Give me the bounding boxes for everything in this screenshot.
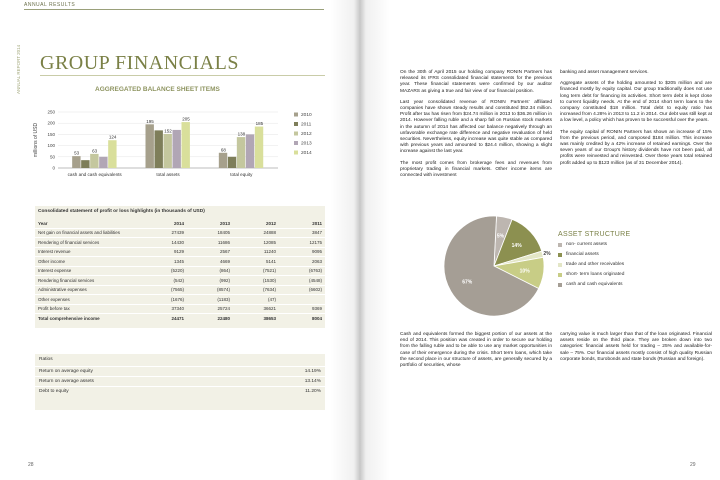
cell: 11686 — [187, 238, 233, 248]
cell: (7565) — [141, 285, 187, 295]
cell: 22480 — [217, 315, 230, 321]
row-label: Profit before tax — [35, 304, 141, 314]
table-row — [35, 266, 325, 276]
bar-2012-1 — [164, 134, 172, 168]
cell: (8574) — [187, 285, 233, 295]
row-label: Interest revenue — [35, 247, 141, 257]
table-row — [35, 276, 325, 286]
cell: (7634) — [233, 285, 279, 295]
pl-col-2012: 2012 — [233, 219, 279, 228]
x-category-label: cash and cash equivalents — [67, 172, 122, 177]
legend-label: 2014 — [301, 151, 312, 156]
legend-item — [558, 262, 630, 272]
cell: 36621 — [233, 304, 279, 314]
table-row — [35, 247, 325, 257]
pie-slice-label: 5% — [496, 233, 505, 240]
cell: (542) — [141, 276, 187, 286]
ratio-value: 11.20% — [244, 387, 325, 397]
x-category-label: total equity — [230, 172, 253, 177]
legend-label: 2011 — [301, 122, 312, 128]
table-row — [35, 304, 325, 314]
table-row — [35, 295, 325, 305]
book-gutter-shadow — [330, 0, 390, 480]
legend-item — [558, 272, 630, 282]
chart-title: AGGREGATED BALANCE SHEET ITEMS — [95, 86, 220, 93]
cell: (1676) — [141, 295, 187, 305]
pie-legend — [558, 231, 630, 292]
paragraph: The most profit comes from brokerage fees and revenues from proprietary trading in financial markets. Other income items are connected with investment — [400, 160, 552, 179]
cell: 27439 — [141, 228, 187, 238]
header-rule — [24, 9, 324, 10]
bar-2011-1 — [155, 130, 163, 168]
x-category-label: total assets — [156, 172, 180, 177]
bar-value-label: 124 — [108, 134, 117, 140]
legend-swatch — [558, 263, 562, 267]
cell: 25724 — [187, 304, 233, 314]
paragraph: The equity capital of RONIN Partners has shown an increase of 15% from the previous period, and composed $184 million. This increase was mainly credited by a 42% increase of retained earnings. Over the seven years of our Group's history dividends have not been paid, all profits were reinvested and reinvested. Over these years total retained profit added up to $123 million (as of 31 December 2014). — [560, 129, 712, 166]
y-tick-label: 200 — [47, 120, 55, 126]
cell: 9095 — [279, 247, 325, 257]
cell: 2063 — [279, 257, 325, 267]
ratio-label: Return on average assets — [35, 377, 244, 387]
cell: 1345 — [141, 257, 187, 267]
table-row — [35, 377, 325, 387]
legend-label: cash and cash equivalents — [566, 282, 623, 287]
bar-2014-0 — [108, 140, 116, 168]
cell: 14430 — [141, 238, 187, 248]
legend-item — [558, 242, 630, 252]
legend-swatch — [294, 122, 298, 126]
page-title: GROUP FINANCIALS — [40, 52, 239, 74]
row-label: Administrative expenses — [35, 285, 141, 295]
bar-value-label: 53 — [74, 150, 80, 156]
asset-structure-pie — [440, 212, 552, 320]
pl-header-row — [35, 219, 325, 228]
cell: (6763) — [279, 266, 325, 276]
page-number-right: 29 — [690, 462, 696, 468]
bar-2011-0 — [81, 160, 89, 168]
legend-item — [558, 252, 630, 262]
bar-2014-2 — [255, 127, 263, 168]
pie-title: ASSET STRUCTURE — [558, 231, 631, 238]
ratios-table — [35, 354, 325, 410]
pl-col-2011: 2011 — [279, 219, 325, 228]
legend-item — [558, 282, 630, 292]
cell: 3847 — [279, 228, 325, 238]
y-tick-label: 150 — [47, 131, 55, 137]
bar-value-label: 195 — [146, 118, 154, 124]
bar-2013-2 — [246, 134, 254, 168]
text-column-1 — [400, 70, 552, 184]
ratios-title: Ratios — [39, 357, 53, 362]
cell: 12175 — [279, 238, 325, 248]
cell: (47) — [233, 295, 279, 305]
bar-2014-1 — [182, 122, 190, 168]
row-label: Interest expense — [35, 266, 141, 276]
cell: 4669 — [187, 257, 233, 267]
page-number-left: 28 — [28, 462, 34, 468]
cell: 37340 — [141, 304, 187, 314]
pl-col-2014: 2014 — [141, 219, 187, 228]
balance-sheet-chart — [30, 104, 330, 186]
cell: 38653 — [263, 315, 276, 321]
table-row — [35, 228, 325, 238]
table-row — [35, 367, 325, 377]
ratio-label: Debt to equity — [35, 387, 244, 397]
bar-value-label: 185 — [255, 121, 264, 127]
y-tick-label: 50 — [49, 154, 55, 160]
cell: (4548) — [279, 276, 325, 286]
ratio-label: Return on average equity — [35, 367, 244, 377]
side-label: ANNUAL REPORT 2014 — [16, 44, 21, 94]
cell: 9129 — [141, 247, 187, 257]
row-label: Other income — [35, 257, 141, 267]
section-header: ANNUAL RESULTS — [24, 2, 76, 8]
legend-swatch — [294, 151, 298, 155]
bar-value-label: 63 — [92, 148, 98, 154]
cell: (6602) — [279, 285, 325, 295]
text-column-4 — [560, 332, 712, 368]
legend-swatch — [558, 253, 562, 257]
table-row — [35, 257, 325, 267]
legend-swatch — [558, 273, 562, 277]
bar-value-label: 68 — [220, 147, 226, 153]
legend-swatch — [558, 243, 562, 247]
legend-label: 2012 — [301, 132, 312, 137]
cell: 11240 — [233, 247, 279, 257]
bar-2010-2 — [219, 153, 227, 168]
cell: 2567 — [187, 247, 233, 257]
cell: 9369 — [279, 304, 325, 314]
legend-swatch — [294, 132, 298, 136]
paragraph: Aggregate assets of the holding amounted to $205 million and are financed mostly by equity capital. Our group traditionally does not use long term debt for financing its activities. Short term debt is kept close to current liquidity needs. At the end of 2014 short term loans to the company constituted $18 million. Total debt to equity ratio has increased from 4.28% in 2013 to 11.2 in 2014. Our debt was still kept at a low level, a policy which has proven to be successful over the years. — [560, 81, 712, 124]
bar-2010-0 — [72, 156, 80, 168]
cell: (1183) — [187, 295, 233, 305]
y-tick-label: 0 — [52, 165, 55, 171]
table-row — [35, 238, 325, 248]
paragraph: Last year consolidated revenue of RONIN Partners' affiliated companies have shown steady results and constituted $52.34 million. Profit after tax has risen from $24.74 million in 2013 to $36.26 million in 2014. However falling ruble and a sharp fall on Russian stock markets in the autumn of 2014 has affected our balance negatively through an unfavorable exchange rate difference and negative revaluation of held securities. Nevertheless, equity increase was quite stable as compared with previous years and amounted to $24.4 million, showing a slight increase against the last year. — [400, 99, 552, 155]
legend-label: 2010 — [301, 113, 312, 118]
bar-2013-0 — [99, 157, 107, 168]
row-label: Rendering of financial services — [35, 238, 141, 248]
pie-slice-label: 14% — [511, 242, 522, 249]
cell: 8004 — [311, 315, 322, 321]
bar-value-label: 205 — [182, 116, 190, 122]
pl-col-year: Year — [35, 219, 141, 228]
cell — [279, 295, 325, 305]
pie-slice-label: 67% — [462, 279, 473, 286]
row-label: Other expenses — [35, 295, 141, 305]
bar-value-label: 152 — [164, 128, 172, 134]
title-rule — [40, 75, 325, 76]
bar-value-label: 138 — [237, 131, 246, 137]
paragraph: On the 30th of April 2015 our holding company RONIN Partners has released its IFRS consolidated financial statements for the previous year. These financial statements were confirmed by our auditor MAZARS as giving a true and fair view of our financial position. — [400, 70, 552, 94]
paragraph: Cash and equivalents formed the biggest portion of our assets at the end of 2014. This position was created in order to secure our holding from the falling ruble and to be able to use any market opportunities in case of their emergence during the crisis. Short term loans, which take the second place in our structure of assets, are generally secured by a portfolio of securities, whose — [400, 332, 552, 369]
legend-label: short- term loans originated — [566, 272, 625, 277]
y-axis-label: millions of USD — [33, 122, 39, 158]
legend-swatch — [558, 283, 562, 287]
table-row — [35, 387, 325, 397]
pie-slice-label: 2% — [543, 250, 551, 257]
y-tick-label: 100 — [47, 143, 55, 149]
cell: 5141 — [233, 257, 279, 267]
table-row — [35, 285, 325, 295]
pl-table-title: Consolidated statement of profit or loss highlights (in thousands of USD) — [38, 209, 205, 214]
table-row-total — [35, 314, 325, 323]
row-label: Total comprehensive income — [38, 315, 100, 321]
bar-2010-1 — [146, 124, 154, 168]
legend-label: trade and other receivables — [566, 262, 625, 267]
cell: 24888 — [233, 228, 279, 238]
legend-swatch — [294, 113, 298, 117]
cell: (864) — [187, 266, 233, 276]
bar-2012-0 — [90, 154, 98, 168]
cell: 12085 — [233, 238, 279, 248]
paragraph: carrying value is much larger than that of the loan originated. Financial assets reside on the third place. They are broken down into two categories: financial assets held for trading – 25% and available-for-sale – 75%. Our financial assets mostly consist of high quality Russian corporate bonds, Eurobonds and state bonds (Russian and foreign). — [560, 332, 712, 362]
cell: (5220) — [141, 266, 187, 276]
pie-slice-label: 10% — [519, 268, 530, 275]
bar-2011-2 — [228, 157, 236, 168]
bar-2012-2 — [237, 137, 245, 168]
cell: (992) — [187, 276, 233, 286]
cell: (1530) — [233, 276, 279, 286]
text-column-3 — [400, 332, 552, 374]
ratio-value: 13.14% — [244, 377, 325, 387]
cell: 18405 — [187, 228, 233, 238]
bar-2013-1 — [173, 130, 181, 168]
ratio-value: 14.19% — [244, 367, 325, 377]
profit-loss-table — [35, 206, 325, 328]
y-tick-label: 250 — [47, 109, 55, 115]
cell: 24471 — [171, 315, 184, 321]
legend-swatch — [294, 141, 298, 145]
cell: (7521) — [233, 266, 279, 276]
legend-label: non- current assets — [566, 242, 608, 247]
paragraph: banking and asset management services. — [560, 70, 649, 75]
row-label: Net gain on financial assets and liabilities — [35, 228, 141, 238]
legend-label: financial assets — [566, 252, 599, 257]
row-label: Rendering financial services — [35, 276, 141, 286]
pl-col-2013: 2013 — [187, 219, 233, 228]
legend-label: 2013 — [301, 141, 312, 147]
text-column-2 — [560, 70, 712, 172]
